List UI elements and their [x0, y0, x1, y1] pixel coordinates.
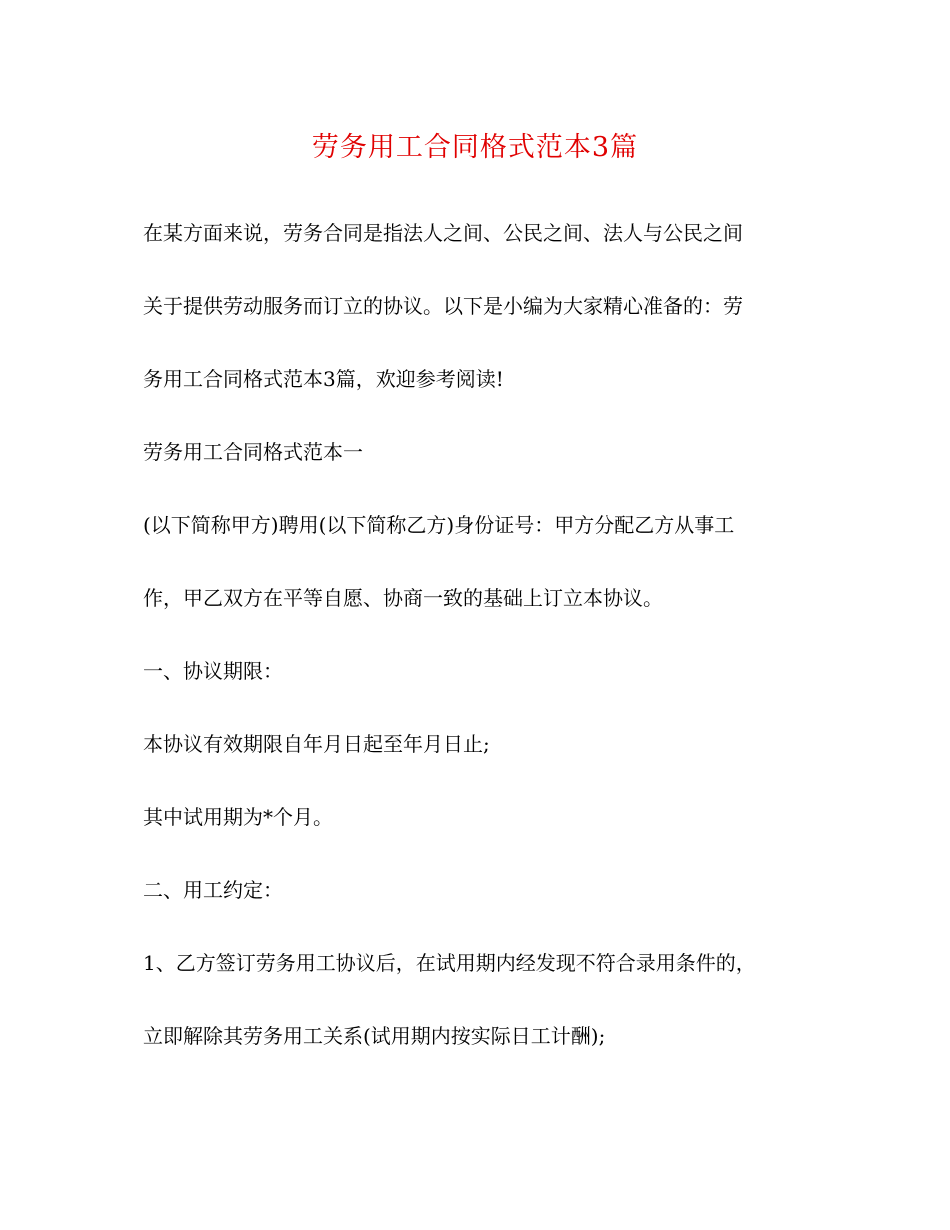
- document-title: 劳务用工合同格式范本3篇: [311, 132, 639, 163]
- paragraph-line: 务用工合同格式范本3篇，欢迎参考阅读!: [143, 367, 504, 391]
- paragraph-line: 关于提供劳动服务而订立的协议。以下是小编为大家精心准备的：劳: [143, 294, 743, 318]
- paragraph-line: 在某方面来说，劳务合同是指法人之间、公民之间、法人与公民之间: [143, 221, 743, 245]
- clause-heading: 一、协议期限：: [143, 659, 283, 683]
- paragraph-line: 本协议有效期限自年月日起至年月日止;: [143, 732, 490, 756]
- paragraph-line: 立即解除其劳务用工关系(试用期内按实际日工计酬);: [143, 1024, 606, 1048]
- clause-heading: 二、用工约定：: [143, 878, 283, 902]
- paragraph-line: 1、乙方签订劳务用工协议后，在试用期内经发现不符合录用条件的，: [143, 951, 756, 975]
- paragraph-line: (以下简称甲方)聘用(以下简称乙方)身份证号：甲方分配乙方从事工: [143, 513, 735, 537]
- paragraph-line: 作，甲乙双方在平等自愿、协商一致的基础上订立本协议。: [143, 586, 663, 610]
- section-heading: 劳务用工合同格式范本一: [143, 440, 363, 464]
- paragraph-line: 其中试用期为*个月。: [143, 805, 333, 829]
